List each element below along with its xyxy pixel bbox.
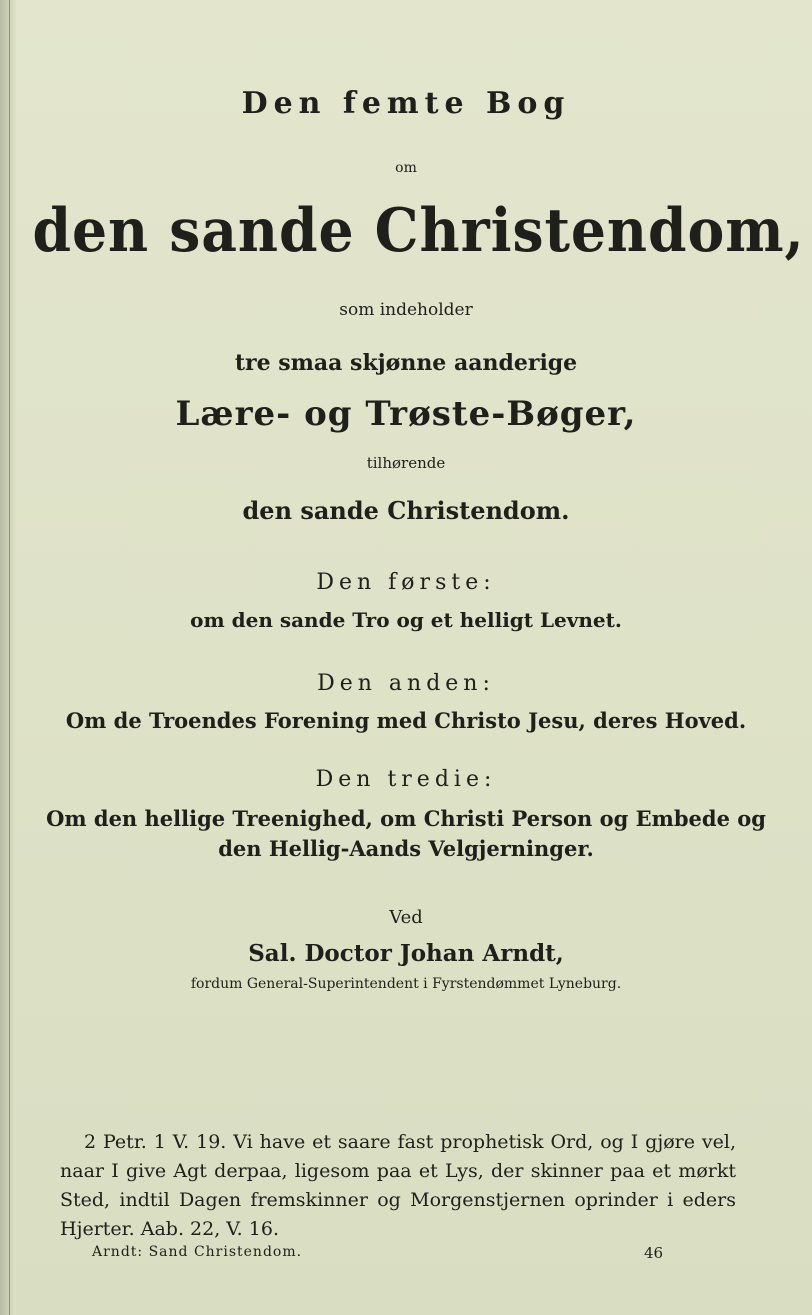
scripture-quote: 2 Petr. 1 V. 19. Vi have et saare fast prophetisk Ord, og I gjøre vel, naar I give Agt derpaa, ligesom paa et Lys, der skinner paa et mørkt Sted, indtil Dagen fremskinner og Morgenstjernen oprinder i eders Hjerter. Aab. 22, V. 16. — [60, 1131, 736, 1240]
page-gutter — [0, 0, 16, 1315]
running-footer: Arndt: Sand Christendom. — [92, 1244, 303, 1260]
page-number: 46 — [644, 1244, 664, 1262]
main-title: den sande Christendom, — [32, 196, 805, 266]
gutter-line — [9, 0, 10, 1315]
section-3-text-line-2: den Hellig-Aands Velgjerninger. — [218, 836, 594, 861]
section-1-heading: Den første: — [316, 570, 496, 595]
author-name: Sal. Doctor Johan Arndt, — [248, 940, 564, 967]
subtitle-books: Lære- og Trøste-Bøger, — [175, 394, 637, 434]
section-2-heading: Den anden: — [317, 671, 495, 696]
title-line-1: Den femte Bog — [241, 86, 571, 121]
section-1-text: om den sande Tro og et helligt Levnet. — [190, 608, 622, 632]
author-prefix: Ved — [389, 907, 423, 928]
section-2-text: Om de Troendes Forening med Christo Jesu, deres Hoved. — [65, 708, 747, 733]
title-line-4: som indeholder — [339, 300, 473, 320]
section-3-heading: Den tredie: — [315, 767, 497, 792]
title-line-7: tilhørende — [366, 454, 446, 472]
title-line-8: den sande Christendom. — [242, 496, 570, 525]
author-subtitle: fordum General-Superintendent i Fyrstendømmet Lyneburg. — [190, 976, 622, 992]
section-3-text-line-1: Om den hellige Treenighed, om Christi Person og Embede og — [46, 806, 766, 831]
title-line-5: tre smaa skjønne aanderige — [234, 350, 578, 376]
title-line-2: om — [395, 160, 417, 176]
